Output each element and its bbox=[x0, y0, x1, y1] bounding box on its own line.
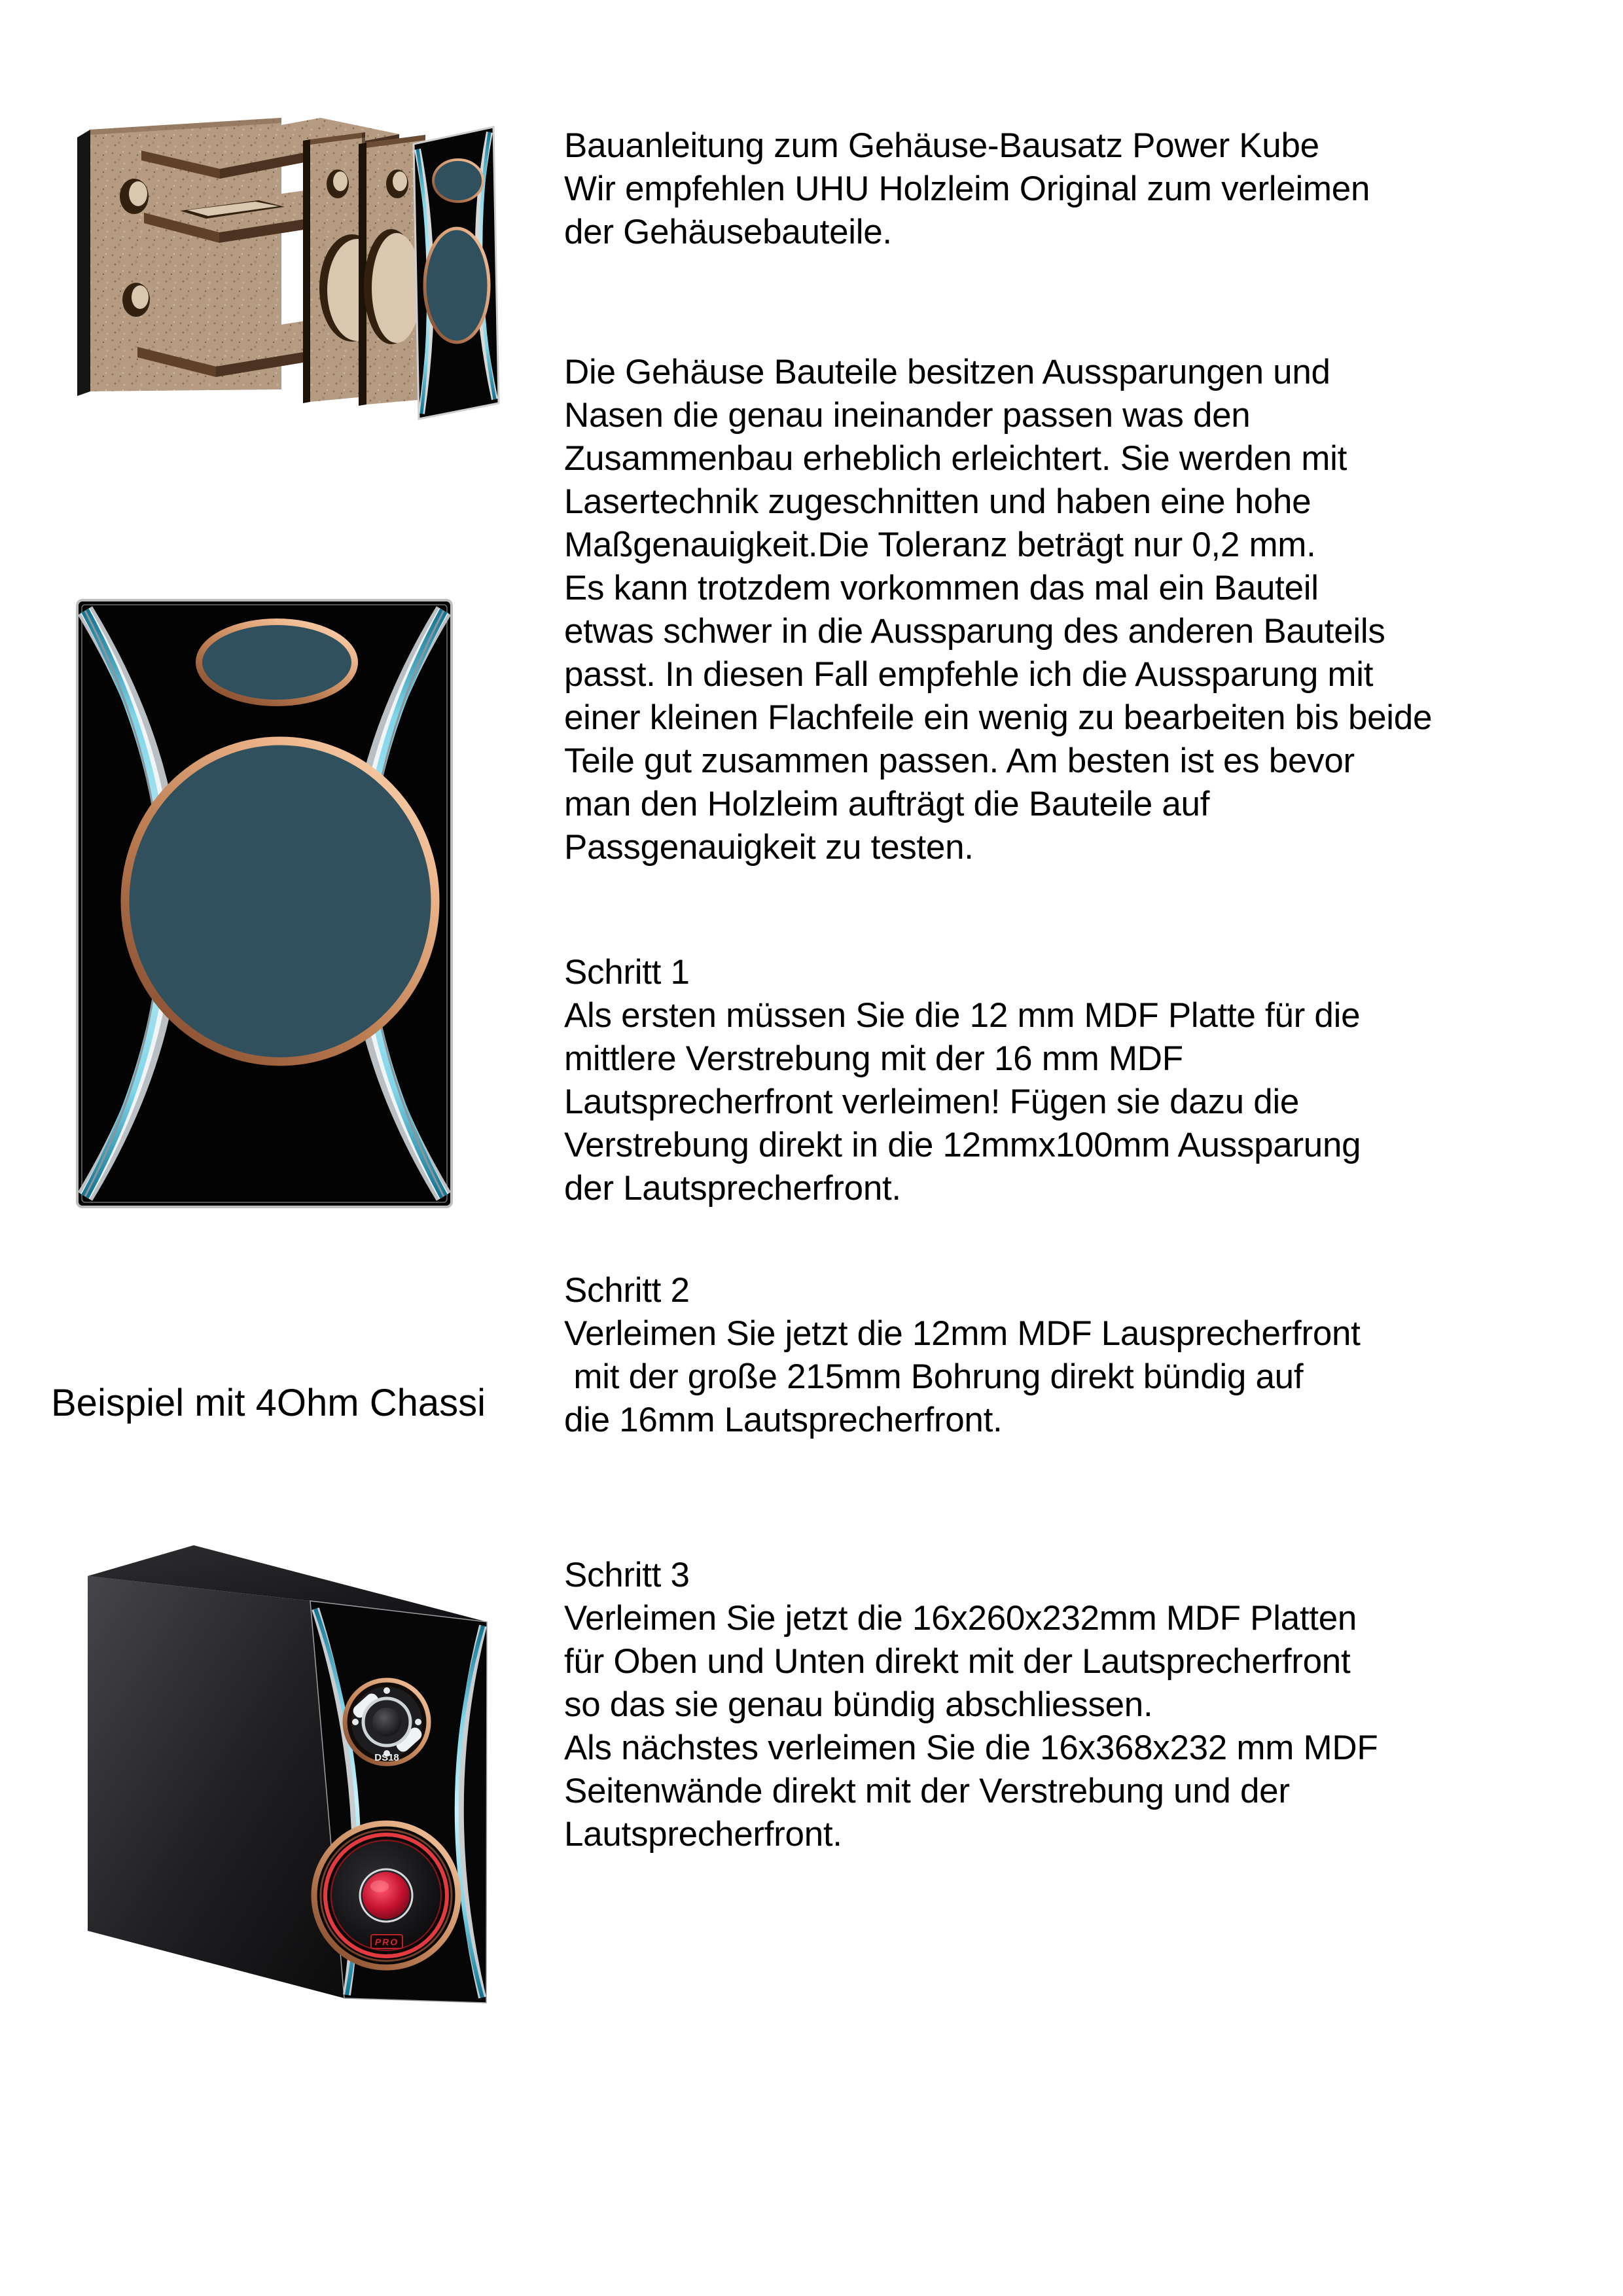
body-line: Als nächstes verleimen Sie die 16x368x232 mm MDF bbox=[564, 1729, 1378, 1767]
body-line: Als ersten müssen Sie die 12 mm MDF Platte für die bbox=[564, 996, 1361, 1035]
body-line: etwas schwer in die Aussparung des anderen Bauteils bbox=[564, 612, 1385, 651]
intro-line: der Gehäusebauteile. bbox=[564, 213, 892, 251]
step3-paragraph bbox=[564, 1554, 1378, 1856]
assembled-speaker-illustration bbox=[84, 1537, 493, 2024]
body-line: Zusammenbau erheblich erleichtert. Sie werden mit bbox=[564, 439, 1347, 478]
step2-title: Schritt 2 bbox=[564, 1271, 690, 1310]
body-line: Lautsprecherfront. bbox=[564, 1815, 842, 1854]
body-line: Maßgenauigkeit.Die Toleranz beträgt nur 0,2 mm. bbox=[564, 526, 1316, 564]
body-line: einer kleinen Flachfeile ein wenig zu bearbeiten bis beide bbox=[564, 698, 1433, 737]
woofer-pro-label: PRO bbox=[374, 1937, 399, 1947]
woofer-cutout bbox=[425, 228, 489, 342]
woofer bbox=[314, 1823, 458, 1967]
body-line: Lautsprecherfront verleimen! Fügen sie dazu die bbox=[564, 1083, 1300, 1121]
body-line: passt. In diesen Fall empfehle ich die Aussparung mit bbox=[564, 655, 1374, 694]
step1-title: Schritt 1 bbox=[564, 953, 690, 992]
intro-paragraph bbox=[564, 124, 1370, 254]
woofer-opening bbox=[125, 741, 435, 1062]
exploded-view-illustration bbox=[59, 98, 510, 425]
tolerance-paragraph bbox=[564, 351, 1432, 869]
intro-line: Wir empfehlen UHU Holzleim Original zum verleimen bbox=[564, 170, 1370, 208]
body-line: Lasertechnik zugeschnitten und haben eine hohe bbox=[564, 482, 1311, 521]
black-face-plate bbox=[414, 127, 499, 419]
body-line: Verstrebung direkt in die 12mmx100mm Aussparung bbox=[564, 1126, 1361, 1164]
chassis-caption: Beispiel mit 4Ohm Chassi bbox=[51, 1382, 486, 1424]
tweeter-opening bbox=[199, 622, 355, 703]
step2-paragraph bbox=[564, 1269, 1361, 1442]
body-line: mit der große 215mm Bohrung direkt bündig auf bbox=[564, 1357, 1304, 1396]
tweeter bbox=[345, 1680, 429, 1764]
body-line: Passgenauigkeit zu testen. bbox=[564, 828, 974, 867]
body-line: Die Gehäuse Bauteile besitzen Aussparungen und bbox=[564, 353, 1330, 391]
body-line: Teile gut zusammen passen. Am besten ist es bevor bbox=[564, 742, 1355, 780]
body-line: Nasen die genau ineinander passen was den bbox=[564, 396, 1251, 435]
body-line: Es kann trotzdem vorkommen das mal ein Bauteil bbox=[564, 569, 1319, 607]
side-wall-edge bbox=[77, 130, 90, 396]
front-panel-illustration bbox=[76, 599, 453, 1208]
intro-line: Bauanleitung zum Gehäuse-Bausatz Power Kube bbox=[564, 126, 1319, 165]
tweeter-cutout bbox=[433, 160, 483, 202]
body-line: der Lautsprecherfront. bbox=[564, 1169, 901, 1208]
cabinet-side-face bbox=[88, 1576, 344, 1998]
body-line: Seitenwände direkt mit der Verstrebung und der bbox=[564, 1772, 1290, 1810]
body-line: die 16mm Lautsprecherfront. bbox=[564, 1401, 1003, 1439]
body-line: man den Holzleim aufträgt die Bauteile auf bbox=[564, 785, 1210, 823]
step1-paragraph bbox=[564, 951, 1361, 1210]
body-line: mittlere Verstrebung mit der 16 mm MDF bbox=[564, 1039, 1183, 1078]
step3-title: Schritt 3 bbox=[564, 1556, 690, 1594]
body-line: Verleimen Sie jetzt die 12mm MDF Lausprecherfront bbox=[564, 1314, 1361, 1353]
body-line: Verleimen Sie jetzt die 16x260x232mm MDF Platten bbox=[564, 1599, 1357, 1638]
body-line: so das sie genau bündig abschliessen. bbox=[564, 1685, 1153, 1724]
tweeter-brand-label: DS18 bbox=[374, 1752, 399, 1763]
body-line: für Oben und Unten direkt mit der Lautsprecherfront bbox=[564, 1642, 1351, 1681]
